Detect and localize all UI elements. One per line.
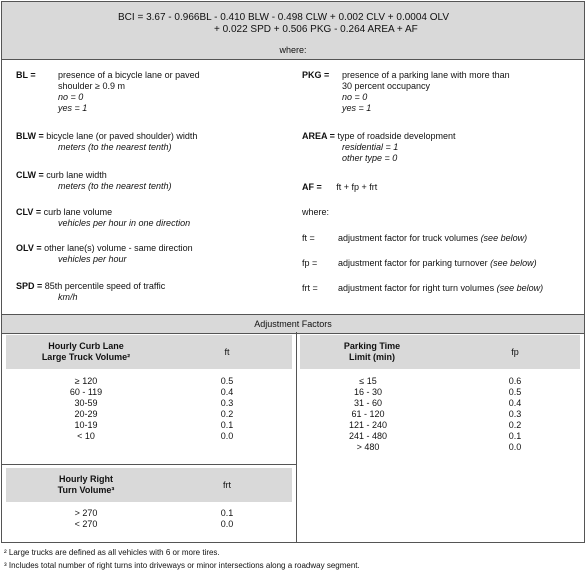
table-cell-range: ≤ 15 [359, 376, 377, 386]
table-cell-range: 31 - 60 [353, 398, 383, 408]
table-cell-range: 121 - 240 [348, 420, 388, 430]
table-cell-range: > 480 [356, 442, 380, 452]
table-cell-factor: 0.1 [508, 431, 522, 441]
table-cell-factor: 0.0 [220, 431, 234, 441]
def-term: OLV = [16, 243, 42, 253]
factor-desc: adjustment factor for right turn volumes [338, 283, 497, 293]
truck-header-line2: Large Truck Volume² [41, 352, 131, 362]
turn-header [6, 474, 166, 496]
column-divider [296, 332, 297, 542]
table-cell-factor: 0.5 [508, 387, 522, 397]
parking-header-line1: Parking Time [343, 341, 401, 351]
def-value: residential = 1 [342, 142, 399, 152]
def-blw [16, 131, 197, 153]
def-term: BL = [16, 70, 36, 80]
parking-header-line2: Limit (min) [349, 352, 395, 362]
factor-desc: adjustment factor for parking turnover [338, 258, 491, 268]
def-desc: bicycle lane (or paved shoulder) width [46, 131, 198, 141]
where-label: where: [279, 45, 307, 55]
def-term: BLW = [16, 131, 44, 141]
table-cell-factor: 0.2 [220, 409, 234, 419]
table-cell-range: 241 - 480 [348, 431, 388, 441]
def-value: no = 0 [58, 92, 84, 102]
table-cell-factor: 0.4 [220, 387, 234, 397]
def-clw [16, 170, 172, 192]
table-cell-range: 20-29 [74, 409, 98, 419]
adjustment-factors-header: Adjustment Factors [2, 314, 584, 334]
def-area [302, 131, 456, 164]
def-desc: type of roadside development [337, 131, 456, 141]
table-cell-range: 60 - 119 [69, 387, 103, 397]
table-cell-factor: 0.1 [220, 420, 234, 430]
def-value: no = 0 [342, 92, 368, 102]
factor-note: (see below) [490, 258, 537, 268]
footnote-2: ³ Includes total number of right turns into driveways or minor intersections along a roadway segment. [4, 561, 360, 570]
def-bl [16, 70, 200, 113]
table-cell-range: 16 - 30 [353, 387, 383, 397]
def-desc: presence of a parking lane with more than [342, 70, 510, 80]
table-cell-range: > 270 [74, 508, 98, 518]
def-value: meters (to the nearest tenth) [58, 181, 172, 191]
def-value: km/h [58, 292, 78, 302]
def-desc: other lane(s) volume - same direction [44, 243, 193, 253]
table-cell-range: 61 - 120 [351, 409, 385, 419]
factor-ft [302, 233, 528, 244]
def-desc: curb lane volume [43, 207, 113, 217]
equation-box [2, 2, 584, 60]
table-cell-factor: 0.0 [508, 442, 522, 452]
table-cell-factor: 0.6 [508, 376, 522, 386]
def-pkg [302, 70, 510, 113]
equation-line-1: BCI = 3.67 - 0.966BL - 0.410 BLW - 0.498 CLW + 0.002 CLV + 0.0004 OLV [118, 12, 450, 23]
def-term: AREA = [302, 131, 335, 141]
where-label-2: where: [302, 207, 330, 217]
equation-line-2: + 0.022 SPD + 0.506 PKG - 0.264 AREA + AF [214, 24, 418, 35]
def-desc: 85th percentile speed of traffic [44, 281, 166, 291]
factor-symbol: frt = [302, 283, 318, 293]
def-value: vehicles per hour [58, 254, 127, 264]
table-cell-range: 10-19 [74, 420, 98, 430]
table-cell-factor: 0.1 [220, 508, 234, 518]
parking-header [312, 341, 432, 363]
table-cell-factor: 0.0 [220, 519, 234, 529]
def-olv [16, 243, 193, 265]
def-spd [16, 281, 165, 303]
factor-fp [302, 258, 537, 269]
af-formula: ft + fp + frt [336, 182, 378, 192]
factor-symbol: fp = [302, 258, 318, 268]
bci-table [1, 1, 585, 543]
def-value: other type = 0 [342, 153, 398, 163]
parking-factor-header: fp [511, 347, 519, 357]
turn-divider [2, 464, 297, 465]
def-term: PKG = [302, 70, 330, 80]
truck-factor-header: ft [224, 347, 230, 357]
turn-factor-header: frt [223, 480, 231, 490]
turn-header-line2: Turn Volume³ [57, 485, 115, 495]
factor-frt [302, 283, 544, 294]
table-cell-range: < 270 [74, 519, 98, 529]
table-cell-range: 30-59 [74, 398, 98, 408]
table-cell-factor: 0.2 [508, 420, 522, 430]
factor-symbol: ft = [302, 233, 315, 243]
def-clv [16, 207, 190, 229]
truck-header-line1: Hourly Curb Lane [48, 341, 124, 351]
turn-header-line1: Hourly Right [59, 474, 113, 484]
truck-header [6, 341, 166, 363]
def-term: CLW = [16, 170, 44, 180]
def-desc: 30 percent occupancy [342, 81, 431, 91]
table-cell-factor: 0.3 [220, 398, 234, 408]
table-cell-factor: 0.5 [220, 376, 234, 386]
def-term: CLV = [16, 207, 42, 217]
def-value: meters (to the nearest tenth) [58, 142, 172, 152]
factor-note: (see below) [480, 233, 528, 243]
def-af [302, 182, 377, 193]
def-term: AF = [302, 182, 322, 192]
def-value: yes = 1 [342, 103, 372, 113]
def-extra: shoulder ≥ 0.9 m [58, 81, 125, 91]
table-cell-range: < 10 [77, 431, 95, 441]
footnote-1: ² Large trucks are defined as all vehicles with 6 or more tires. [4, 548, 220, 557]
factor-desc: adjustment factor for truck volumes [338, 233, 481, 243]
table-cell-range: ≥ 120 [74, 376, 98, 386]
def-desc: curb lane width [46, 170, 107, 180]
factor-note: (see below) [496, 283, 544, 293]
def-desc: presence of a bicycle lane or paved [58, 70, 200, 80]
def-value: yes = 1 [58, 103, 88, 113]
table-cell-factor: 0.3 [508, 409, 522, 419]
def-value: vehicles per hour in one direction [58, 218, 191, 228]
table-cell-factor: 0.4 [508, 398, 522, 408]
def-term: SPD = [16, 281, 43, 291]
